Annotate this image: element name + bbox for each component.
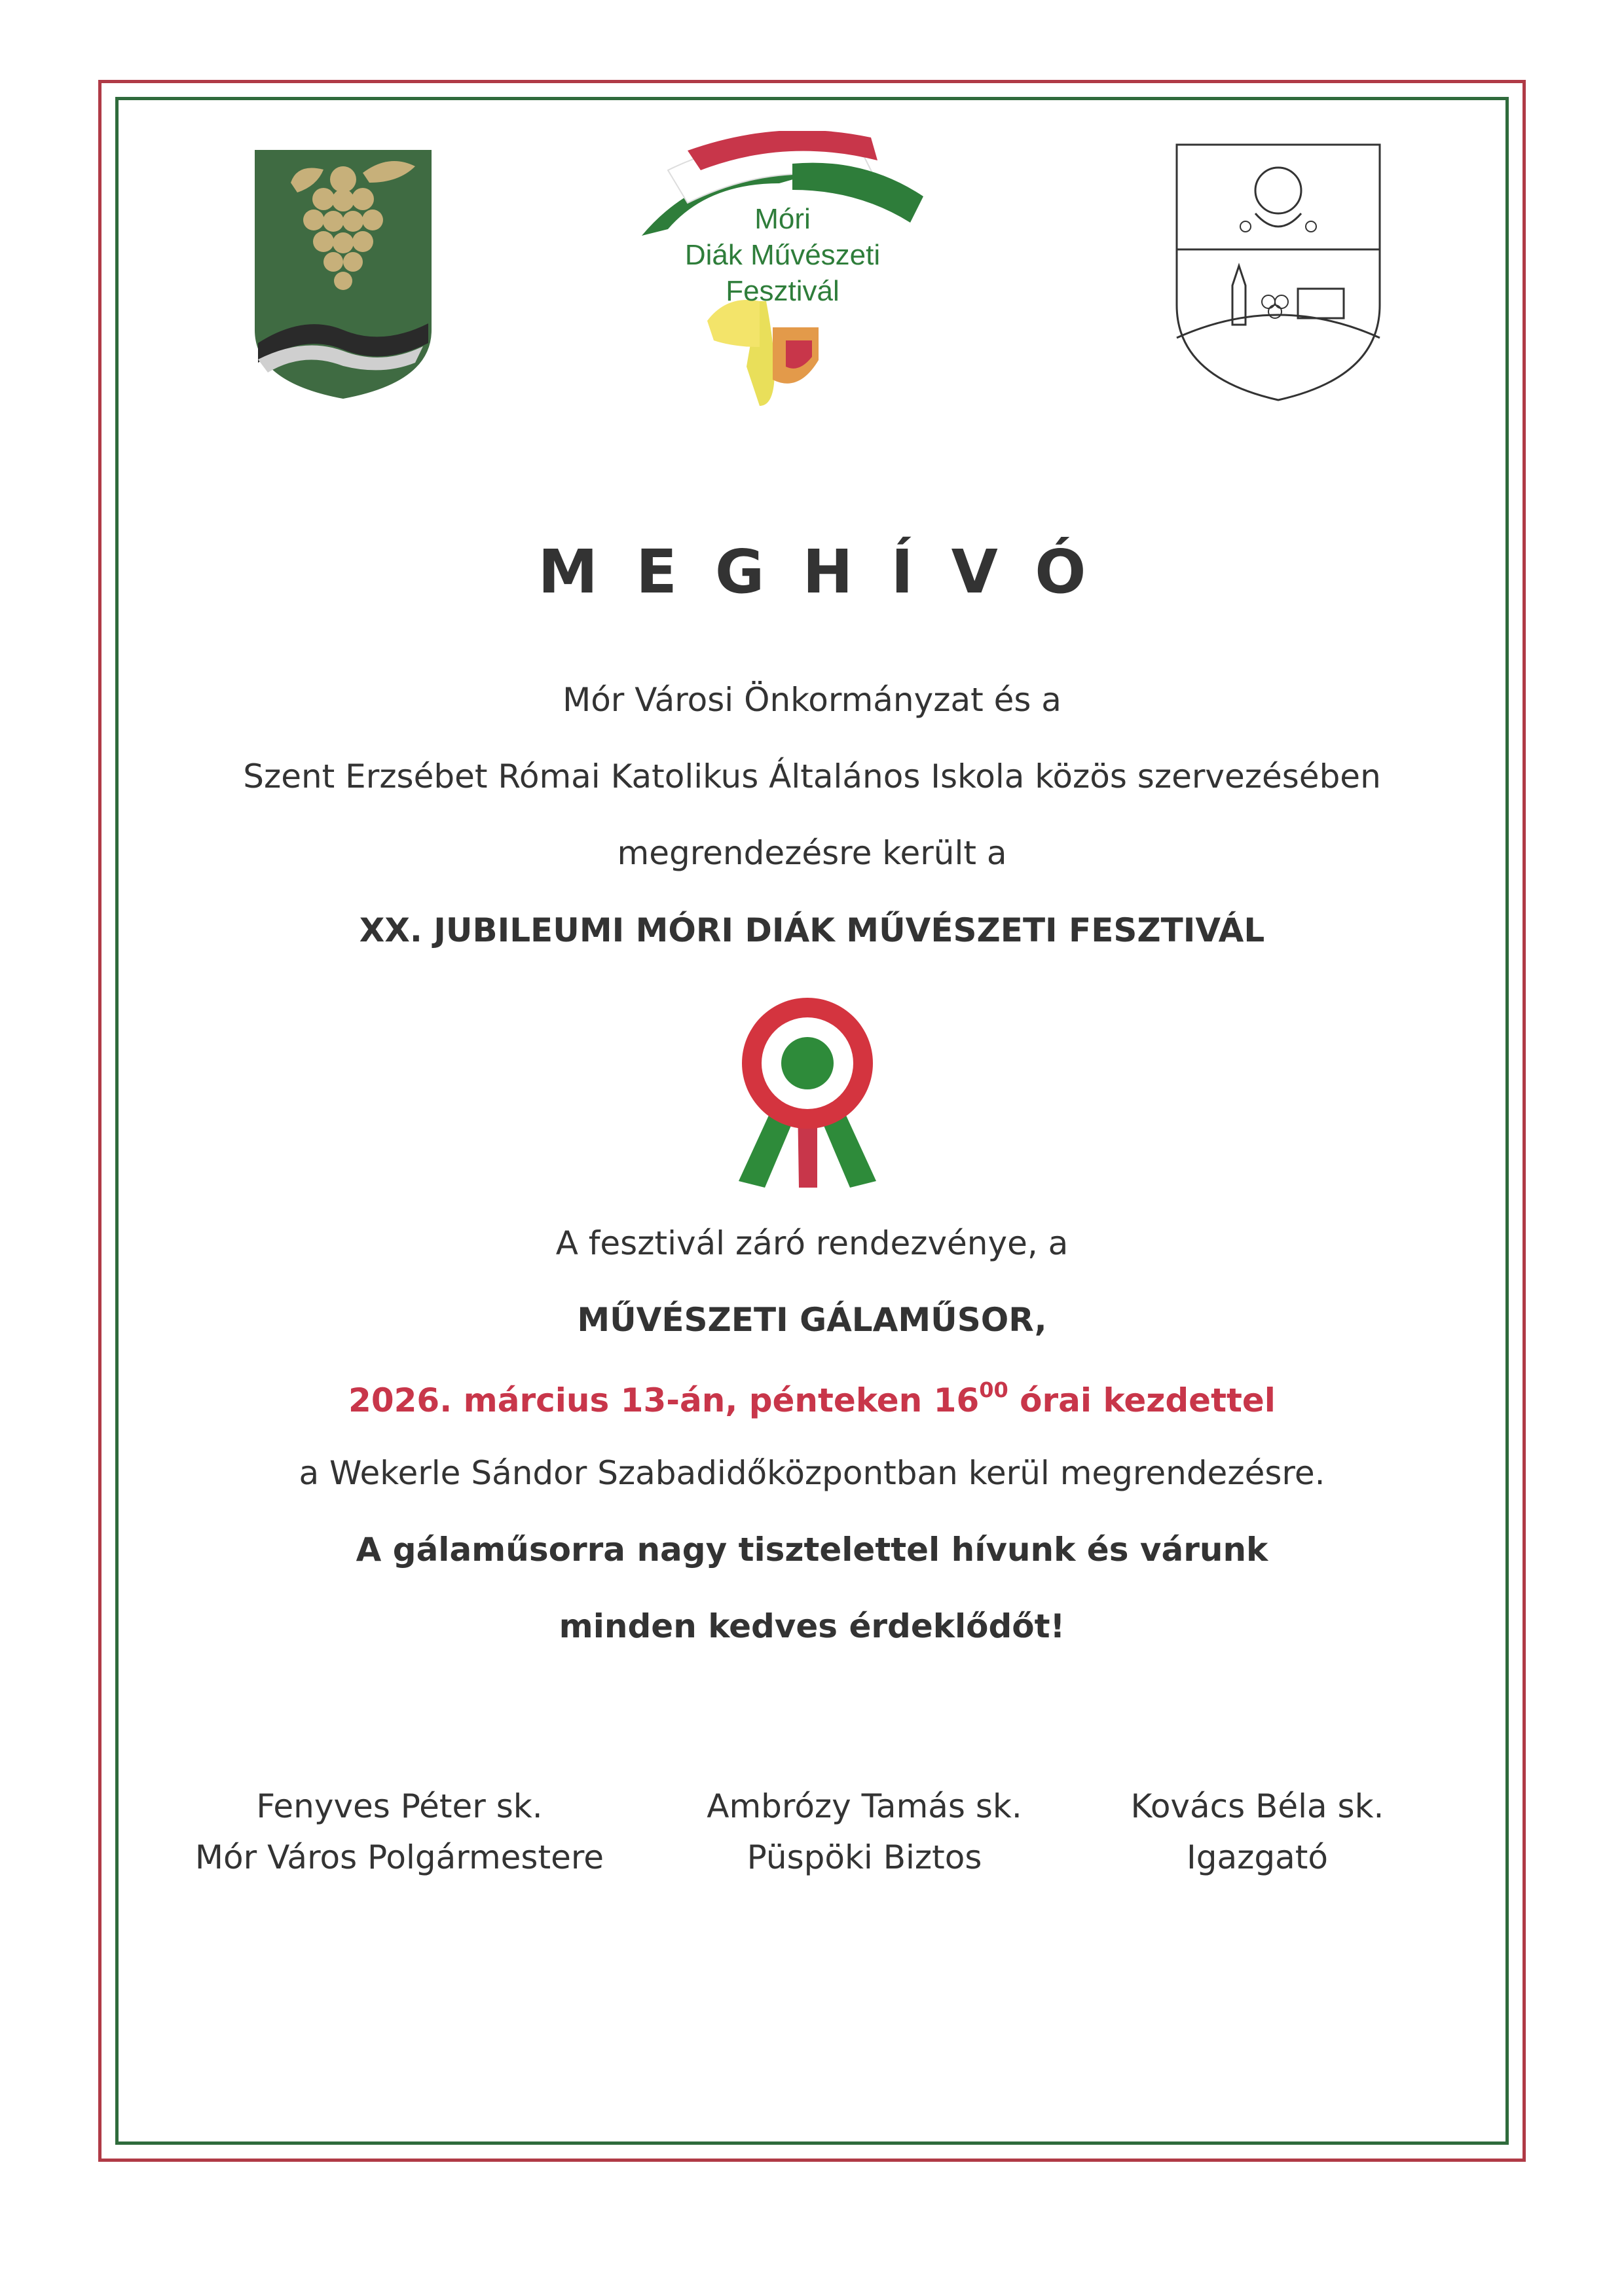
event-name: MŰVÉSZETI GÁLAMŰSOR,: [577, 1301, 1047, 1339]
school-coat-of-arms: [1173, 141, 1383, 403]
signature-name: Kovács Béla sk.: [1130, 1787, 1384, 1825]
venue-line: a Wekerle Sándor Szabadidőközpontban kerül megrendezésre.: [299, 1454, 1325, 1492]
festival-name: XX. JUBILEUMI MÓRI DIÁK MŰVÉSZETI FESZTIVÁL: [359, 911, 1265, 949]
mor-city-coat-of-arms: [251, 147, 435, 402]
signature-role: Igazgató: [1187, 1838, 1328, 1876]
event-date-tail: órai kezdettel: [1008, 1381, 1276, 1419]
logo-text-3: Fesztivál: [726, 275, 840, 307]
logo-text-1: Móri: [754, 203, 811, 235]
signature-2: [655, 1781, 1074, 1883]
logo-text-2: Diák Művészeti: [684, 239, 881, 271]
signature-name: Ambrózy Tamás sk.: [707, 1787, 1022, 1825]
body-line-1: Mór Városi Önkormányzat és a: [563, 681, 1061, 719]
body-line-5: A fesztivál záró rendezvénye, a: [555, 1224, 1069, 1262]
signature-role: Püspöki Biztos: [747, 1838, 982, 1876]
event-date-main: 2026. március 13-án, pénteken 16: [348, 1381, 980, 1419]
signature-role: Mór Város Polgármestere: [194, 1838, 604, 1876]
signature-1: [170, 1781, 629, 1883]
signature-3: [1087, 1781, 1428, 1883]
event-time-superscript: 00: [979, 1377, 1008, 1402]
body-line-3: megrendezésre került a: [617, 834, 1007, 872]
festival-logo: [629, 131, 936, 406]
page-title: MEGHÍVÓ: [538, 537, 1124, 607]
body-line-2: Szent Erzsébet Római Katolikus Általános Iskola közös szervezésében: [243, 757, 1381, 795]
invite-line-2: minden kedves érdeklődőt!: [559, 1607, 1065, 1645]
invite-line-1: A gálaműsorra nagy tisztelettel hívunk és várunk: [356, 1531, 1268, 1569]
event-date: [0, 1377, 1624, 1419]
signature-name: Fenyves Péter sk.: [256, 1787, 543, 1825]
hungarian-cockade: [726, 991, 889, 1188]
